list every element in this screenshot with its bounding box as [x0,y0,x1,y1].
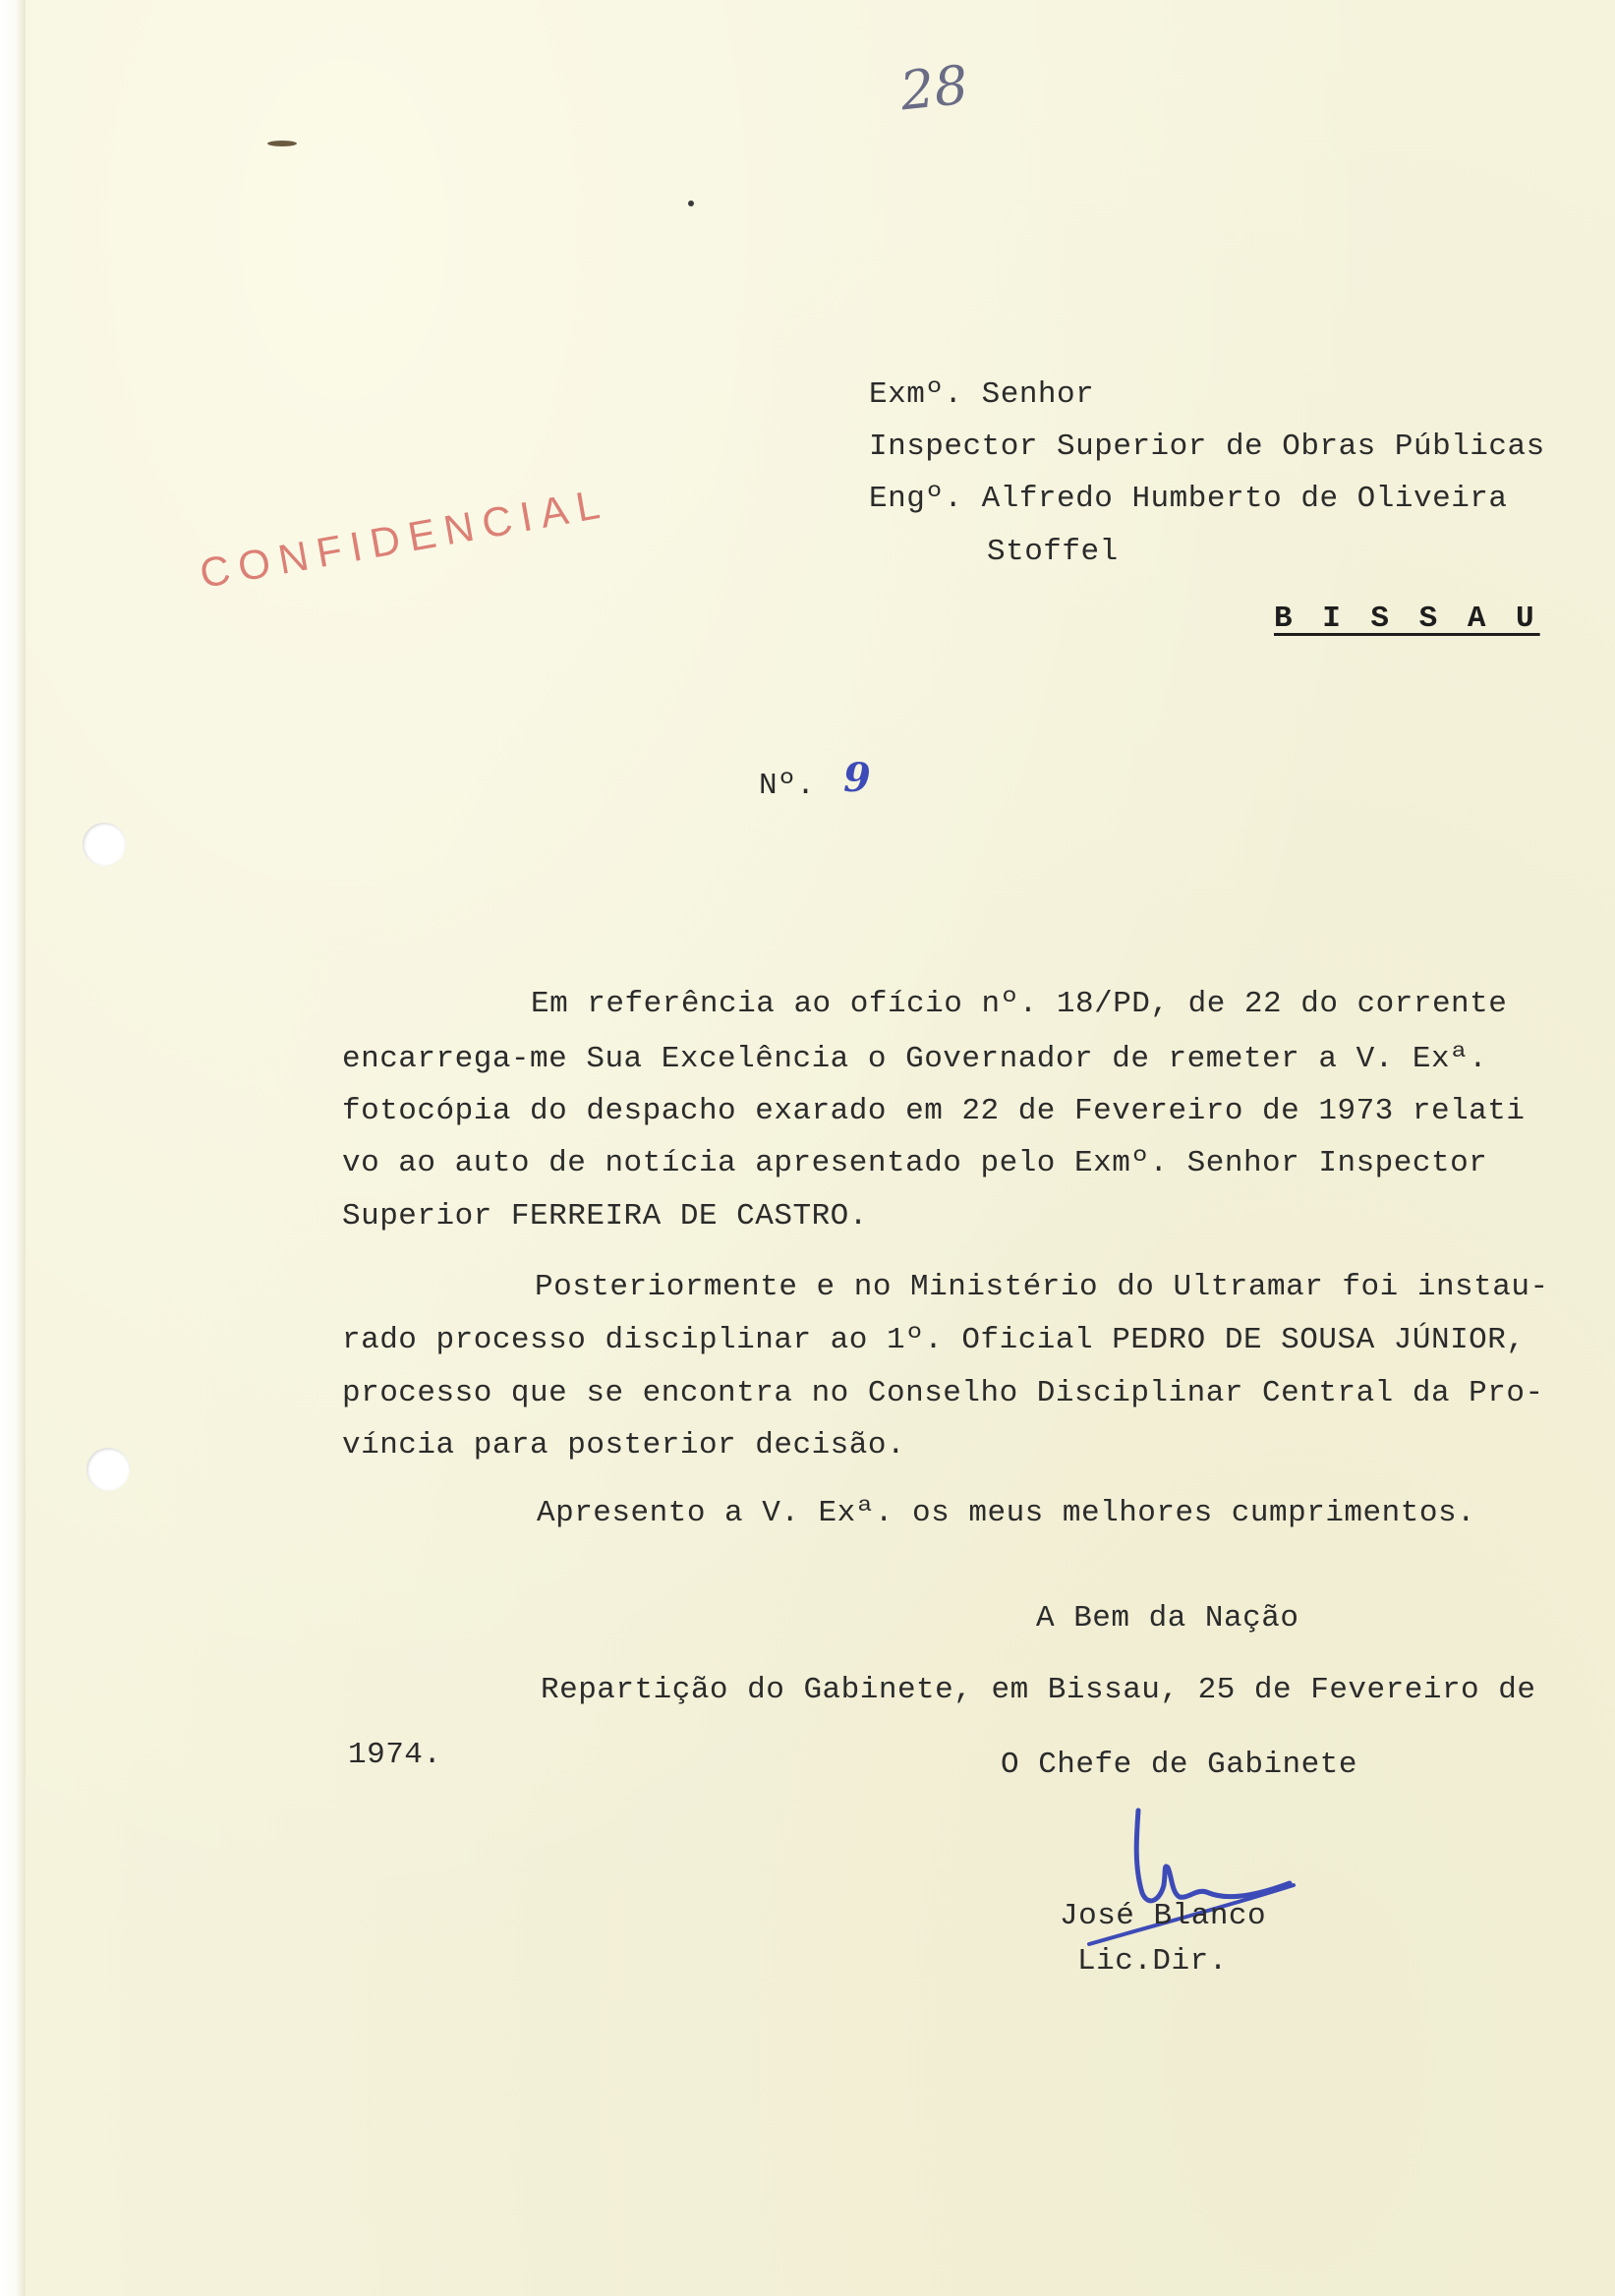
page-edge [0,0,26,2296]
body-p2-line1: Posteriormente e no Ministério do Ultramar foi instau- [535,1270,1549,1304]
addressee-name-line1: Engº. Alfredo Humberto de Oliveira [869,482,1508,516]
punch-hole-bottom [87,1448,130,1491]
handwritten-page-number: 28 [896,53,971,123]
addressee-city: B I S S A U [1274,602,1540,636]
handwritten-signature [1062,1799,1317,1966]
signatory-suffix: Lic.Dir. [1077,1944,1228,1979]
body-p1-line2: encarrega-me Sua Excelência o Governador de remeter a V. Exª. [342,1042,1488,1076]
punch-hole-top [83,823,126,866]
body-p1-line1: Em referência ao ofício nº. 18/PD, de 22 do corrente [531,987,1508,1021]
closing-place-date-line2: 1974. [348,1738,442,1772]
reference-label: Nº. [759,769,816,803]
body-p1-line3: fotocópia do despacho exarado em 22 de Fevereiro de 1973 relati [342,1094,1526,1128]
body-p3-line1: Apresento a V. Exª. os meus melhores cumprimentos. [537,1496,1476,1530]
addressee-title: Inspector Superior de Obras Públicas [869,430,1545,464]
addressee-salutation: Exmº. Senhor [869,377,1095,412]
body-p2-line2: rado processo disciplinar ao 1º. Oficial PEDRO DE SOUSA JÚNIOR, [342,1323,1526,1357]
body-p1-line4: vo ao auto de notícia apresentado pelo Exmº. Senhor Inspector [342,1146,1488,1180]
closing-motto: A Bem da Nação [1036,1601,1299,1636]
closing-place-date-line1: Repartição do Gabinete, em Bissau, 25 de Fevereiro de [541,1673,1536,1707]
smudge-mark [267,141,297,146]
signatory-role: O Chefe de Gabinete [1001,1748,1357,1782]
body-p2-line3: processo que se encontra no Conselho Disciplinar Central da Pro- [342,1376,1544,1410]
confidential-stamp: CONFIDENCIAL [196,479,612,598]
handwritten-document-number: 9 [843,755,871,801]
ink-dot [688,201,694,206]
signatory-name: José Blanco [1060,1899,1267,1933]
body-p2-line4: víncia para posterior decisão. [342,1428,906,1463]
body-p1-line5: Superior FERREIRA DE CASTRO. [342,1199,868,1234]
addressee-name-line2: Stoffel [987,535,1119,569]
